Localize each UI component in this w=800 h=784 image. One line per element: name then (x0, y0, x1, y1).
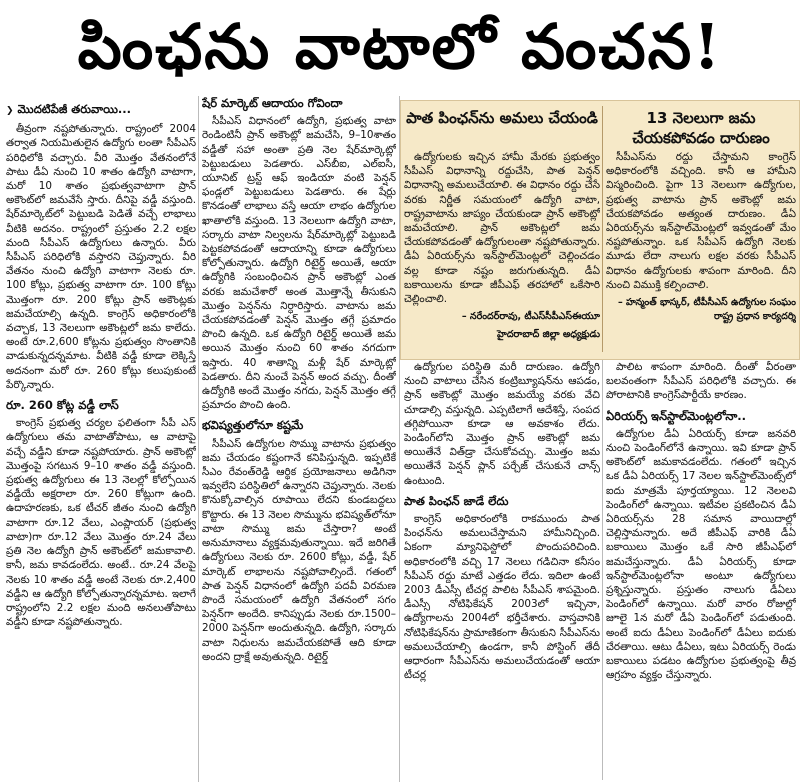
article-column-2 (202, 96, 396, 782)
byline: – నరేందర్‌రావు, టీఎస్‌సీపీఎస్‌ఈయూ (461, 311, 600, 323)
box-heading: 13 నెలలుగా జమ చేయకపోవడం దారుణం (632, 109, 770, 147)
subheading: పాత పింఛన్‌ జాడే లేదు (404, 493, 509, 508)
arrow-icon: ❯ (6, 106, 14, 116)
column-divider (198, 96, 199, 782)
paragraph: ఉద్యోగుల డీఏ ఏరియర్స్‌ కూడా జనవరి నుంచి పెండింగ్‌లోనే ఉన్నాయి. ఇవి కూడా ప్రాన్‌ అకౌంట్‌లో జమకావడంలేదు. గతంలో ఇచ్చిన ఒక డీఏ ఏరియర్స్‌ 17 నెలల ఇన్‌స్టాల్‌మెంట్స్‌లో ఐదు మాత్రమే పూర్తయ్యాయి. 12 నెలలవి పెండింగ్‌లో ఉన్నాయి. ఇటీవల ప్రకటించిన డీఏ ఏరియర్స్‌ను 28 సమాన వాయిదాల్లో చెల్లిస్తామన్నారు. అదే జీపీఎఫ్‌ వారికి డీఏ బకాయిలు మొత్తం ఒకే సారి జీపీఎఫ్‌లో జమచేస్తున్నారు. డీఏ ఏరియర్స్‌ కూడా ఇన్‌స్టాల్‌మెంట్లలోనా అంటూ ఉద్యోగులు ప్రశ్నిస్తున్నారు. ప్రస్తుతం నాలుగు డీఏలు పెండింగ్‌లో ఉన్నాయి. మరో వారం రోజుల్లో జూలై 1న మరో డీఏ పెండింగ్‌లో పడుతుంది. అంటే ఐదు డీఏలు పెండింగ్‌లో డీఏలు ఐదుకు చేరతాయి. ఆటు డీఏలు, ఇటు ఏరియర్స్‌ రెండు బకాయిలు పడటం ఉద్యోగుల ప్రభుత్వంపై తీవ్ర ఆగ్రహం వ్యక్తం చేస్తున్నారు. (606, 427, 796, 682)
headline: పింఛను వాటాలో వంచన! (77, 10, 723, 83)
subheading: ఏరియర్స్‌ ఇన్‌స్టాల్‌మెంట్లలోనా.. (606, 408, 746, 423)
paragraph: కాంగ్రెస్‌ ప్రభుత్వ చర్యల ఫలితంగా సీపీ ఎస్‌ ఉద్యోగులు తమ వాటాతోపాటు, ఆ వాటాపై వచ్చే వడ్డీని కూడా నష్టపోయారు. ప్రాన్‌ అకౌంట్లో మొత్తంపై సగటున 9–10 శాతం వడ్డీ వస్తుంది. ప్రభుత్వ ఉద్యోగులు ఈ 13 నెలల్లో కోల్పోయిన వడ్డీయే అక్షరాలా రూ. 260 కోట్లుగా ఉంది. ఉదాహరణకు, ఒక టీచర్‌ జీతం నుంచి ఉద్యోగి వాటాగా రూ.12 వేలు, ఎంప్లాయర్‌ (ప్రభుత్వ వాటా)గా రూ.12 వేలు మొత్తం రూ.24 వేలు ప్రతి నెల ఉద్యోగి ప్రాన్‌ అకౌంట్‌లో జమకావాలి. కానీ, జమ కావడంలేదు. అంటే.. రూ.24 వేలపై నెలకు 10 శాతం వడ్డీ అంటే నెలకు రూ.2,400 వడ్డీని ఆ ఉద్యోగి కోల్పోతున్నారన్నమాట. ఇలాగే రాష్ట్రంలోని 2.2 లక్షల మంది అనలుతోపాటు వడ్డీని కూడా నష్టపోతున్నారు. (6, 417, 196, 629)
paragraph: ఉద్యోగుల పరిస్థితి మరీ దారుణం. ఉద్యోగి నుంచి వాటాలు చేసిన కంట్రిబ్యూషన్‌ను ఆపడం, ప్రాన్‌ అకౌంట్లో మొత్తం జమయ్యే వరకు వేచి చూడాల్సి వస్తున్నది. ఎప్పటిలాగే ఆదేశిస్తే, సంపద తగ్గిపోయినా కూడా ఆ అవకాశం లేదు. పెండింగ్‌లోని మొత్తం ప్రాన్‌ అకౌంట్లో జమ అయితేనే విత్‌డ్రా చేసుకోవచ్చు. మొత్తం జమ అయితేనే పెన్షన్‌ ప్లాన్‌ పర్చేజ్‌ చేసుకునే చాన్స్‌ ఉంటుంది. (404, 361, 600, 487)
box-divider (602, 106, 603, 352)
quote-left (404, 150, 600, 356)
quote-right (606, 150, 796, 356)
subheading: రూ. 260 కోట్ల వడ్డీ లాస్‌ (6, 398, 119, 413)
paragraph: ఉద్యోగులకు ఇచ్చిన హామీ మేరకు ప్రభుత్వం సీపీఎస్‌ విధానాన్ని రద్దుచేసి, పాత పెన్షన్‌ విధానాన్ని అమలుచేయాలి. ఈ విధానం రద్దు చేసే వరకు నిర్ణీత సమయంలో ఉద్యోగి వాటా, రాష్ట్రవాటాను జాప్యం చేయకుండా ప్రాన్‌ అకౌంట్లో జమచేయాలి. ప్రాన్‌ అకౌంట్లలో జమ చేయకపోవడంతో ఉద్యోగులంతా నష్టపోతున్నారు. డీఏ ఏరియర్స్‌ను ఇన్‌స్టాల్‌మెంట్లలో చెల్లించడం వల్ల కూడా నష్టం జరుగుతున్నది. డీఏ బకాయిలను కూడా జీపీఎఫ్‌ తరహాలో ఒకేసారి చెల్లించాలి. (404, 151, 600, 306)
box-heading: పాత పింఛన్‌ను అమలు చేయండి (406, 109, 598, 127)
paragraph: సీపీఎస్‌ ఉద్యోగుల సొమ్ము వాటాను ప్రభుత్వం జమ చేయడం కష్టంగానే కనిపిస్తున్నది. ఇప్పటికే సీఎం రేవంత్‌రెడ్డి ఆర్థిక ప్రయోజనాలు అడిగినా ఇవ్వలేని పరిస్థితిలో ఉన్నారని చెప్తున్నారు. నెలకు కొనుక్కోవాల్సిన రూపాయి లేదని కుండబద్దలు కొట్టారు. ఈ 13 నెలల సొమ్మును భవిష్యత్‌లోనూ వాటా సొమ్ము జమ చేస్తారా? అంటే అనుమానాలు వ్యక్తమవుతున్నాయి. ఇదే జరిగితే ఉద్యోగులు నెలకు రూ. 2600 కోట్లు, వడ్డీ, షేర్‌ మార్కెట్‌ లాభాలను నష్టపోవాల్సిందే. గతంలో పాత పెన్షన్‌ విధానంలో ఉద్యోగి పదవీ విరమణ పొందే సమయంలో ఉద్యోగి వేతనంలో సగం పెన్షన్‌గా అందేది. కానిప్పుడు నెలకు రూ.1500–2000 పెన్షన్‌గా అందుతున్నది. ఉద్యోగి, సర్కారు వాటా నిధులను జమచేయకపోతే ఆది కూడా అందని ద్రాక్షే అవుతున్నది. రిటైర్డ్‌ (202, 437, 396, 663)
subheading: షేర్‌ మార్కెట్‌ ఆదాయం గోవిందా (202, 96, 343, 110)
article-column-4 (606, 360, 796, 780)
byline: – హన్మంత్‌ భాస్కర్‌, టీపీసీఎస్‌ ఉద్యోగుల సంఘం రాష్ట్ర ప్రధాన కార్యదర్శి (617, 297, 796, 323)
byline: హైదరాబాద్‌ జిల్లా అధ్యక్షుడు (497, 329, 600, 341)
subheading: భవిష్యత్తులోనూ కష్టమే (202, 418, 304, 433)
paragraph: సీపీఎస్‌ను రద్దు చేస్తామని కాంగ్రెస్‌ అధికారంలోకి వచ్చింది. కానీ ఆ హామీని విస్మరించింది. పైగా 13 నెలలుగా ఉద్యోగుల, ప్రభుత్వ వాటాను ప్రాన్‌ అకౌంట్లో జమ చేయకపోవడం అత్యంత దారుణం. డీఏ ఏరియర్స్‌ను ఇన్‌స్టాల్‌మెంట్లలో ఇవ్వడంతో మేం నష్టపోతున్నాం. ఒక సీపీఎస్‌ ఉద్యోగి నెలకు మూడు లేదా నాలుగు లక్షల వరకు సీపీఎస్‌ విధానం ఉద్యోగులకు శాపంగా మారింది. దీని నుంచి విముక్తి కల్పించాలి. (606, 151, 796, 291)
article-column-1 (6, 96, 196, 782)
paragraph: తీవ్రంగా నష్టపోతున్నారు. రాష్ట్రంలో 2004 తర్వాత నియమితులైన ఉద్యోగు లంతా సీపీఎస్‌ పరిధిలోకి వచ్చారు. వీరి మొత్తం వేతనంలోనే పాటు డీఏ నుంచి 10 శాతం ఉద్యోగి వాటాగా, మరో 10 శాతం ప్రభుత్వవాటాగా ప్రాన్‌ అకౌంట్‌లో జమవేసే స్తారు. దీనిపై వడ్డీ వస్తుంది. షేర్‌మార్కెట్‌లో పెట్టుబడి పెడితే వచ్చే లాభాలు వీటికి అదనం. రాష్ట్రంలో ప్రస్తుతం 2.2 లక్షల మంది సీపీఎస్‌ ఉద్యోగులు ఉన్నారు. వీరు సీపీఎస్‌ పరిధిలోకి వస్తారని చెప్తున్నారు. వీరి వేతనం నుంచి ఉద్యోగి వాటాగా నెలకు రూ. 100 కోట్లు, ప్రభుత్వ వాటాగా రూ. 100 కోట్లు మొత్తంగా రూ. 200 కోట్లు ప్రాన్‌ అకౌంట్లకు జమచేయాల్సి ఉన్నది. కాంగ్రెస్‌ అధికారంలోకి వచ్చాక, 13 నెలలుగా అకౌంట్లలో జమ కాలేదు. అంటే రూ.2,600 కోట్లను ప్రభుత్వం సొంతానికి వాడుకున్నదన్నమాట. వీటికి వడ్డీ కూడా లెక్కిస్తే అదనంగా మరో రూ. 260 కోట్లు కలుపుకుంటే పేర్కొన్నారు. (6, 123, 196, 391)
article-column-3 (404, 360, 600, 780)
column-divider (602, 360, 603, 780)
paragraph: పాలిట శాపంగా మారింది. దీంతో వీరంతా బలవంతంగా సీపీఎస్‌ పరిధిలోకి వచ్చారు. ఈ పోరాటానికి కాంగ్రెస్‌పార్టీయే కారణం. (606, 361, 796, 402)
continued-label: ❯ మొదటిపేజీ తరువాయి... (6, 102, 196, 118)
paragraph: సీపీఎస్‌ విధానంలో ఉద్యోగి, ప్రభుత్వ వాటా రెండింటినీ ప్రాన్‌ అకౌంట్లో జమచేసి, 9–10శాతం వడ్డీతో సహా అంతా ప్రతి నెల షేర్‌మార్కెట్లో పెట్టుబడులు పెడతారు. ఎస్‌బీఐ, ఎల్‌ఐసీ, యూనిట్‌ ట్రస్ట్‌ ఆఫ్‌ ఇండియా వంటి పెన్షన్‌ ఫండ్లలో పెట్టుబడులు పెడతారు. ఈ షేర్లు కొనడంతో లాభాలు వస్తే ఆయా లాభం ఉద్యోగుల ఖాతాలోకి వస్తుంది. 13 నెలలుగా ఉద్యోగి వాటా, సర్కారు వాటా నిల్వలను షేర్‌మార్కెట్లో పెట్టుబడి పెట్టకపోవడంతో ఆదాయాన్ని కూడా ఉద్యోగులు కోల్పోతున్నారు. ఉద్యోగి రిటైర్డ్‌ అయితే, ఆయా ఉద్యోగికి సంబంధించిన ప్రాన్‌ అకౌంట్లో ఎంత వరకు జమచేశారో అంత మొత్తాన్నే తీసుకుని మొత్తం పెన్షన్‌ను నిర్ధారిస్తారు. వాటాను జమ చేయకపోవడంతో పెన్షన్‌ మొత్తం తగ్గే ప్రమాదం పొంచి ఉన్నది. ఒక ఉద్యోగి రిటైర్డ్‌ అయితే జమ అయిన మొత్తం నుంచి 60 శాతం నగదుగా ఇస్తారు. 40 శాతాన్ని మళ్లీ షేర్‌ మార్కెట్లో పెడతారు. దీని నుంచే పెన్షన్‌ అంద వచ్చు. దీంతో ఉద్యోగికి అందే మొత్తం నగదు, పెన్షన్‌ మొత్తం తగ్గే ప్రమాదం పొంచి ఉంది. (202, 115, 396, 412)
paragraph: కాంగ్రెస్‌ అధికారంలోకి రాకముందు పాత పింఛన్‌ను అమలుచేస్తామని హామీనిచ్చింది. ఏకంగా మ్యానిఫెస్టోలో పొందుపరిచింది. అధికారంలోకి వచ్చి 17 నెలలు గడిచినా కనీసం సీపీఎస్‌ రద్దు మాటే ఎత్తడం లేదు. ఇదిలా ఉంటే 2003 డీఎస్సీ టీచర్ల పాలిట సీపీఎస్‌ శాపమైంది. డీఎస్సీ నోటిఫికేషన్‌ 2003లో ఇచ్చినా, ఉద్యోగాలను 2004లో భర్తీచేశారు. వాస్తవానికి నోటిఫికేషన్‌ను ప్రామాణికంగా తీసుకుని సీపీఎస్‌ను అమలుచేయాల్సి ఉండగా, కానీ పోస్టింగ్‌ తేదీ ఆధారంగా సీపీఎస్‌ను అమలుచేయడంతో ఆయా టీచర్ల (404, 513, 600, 682)
